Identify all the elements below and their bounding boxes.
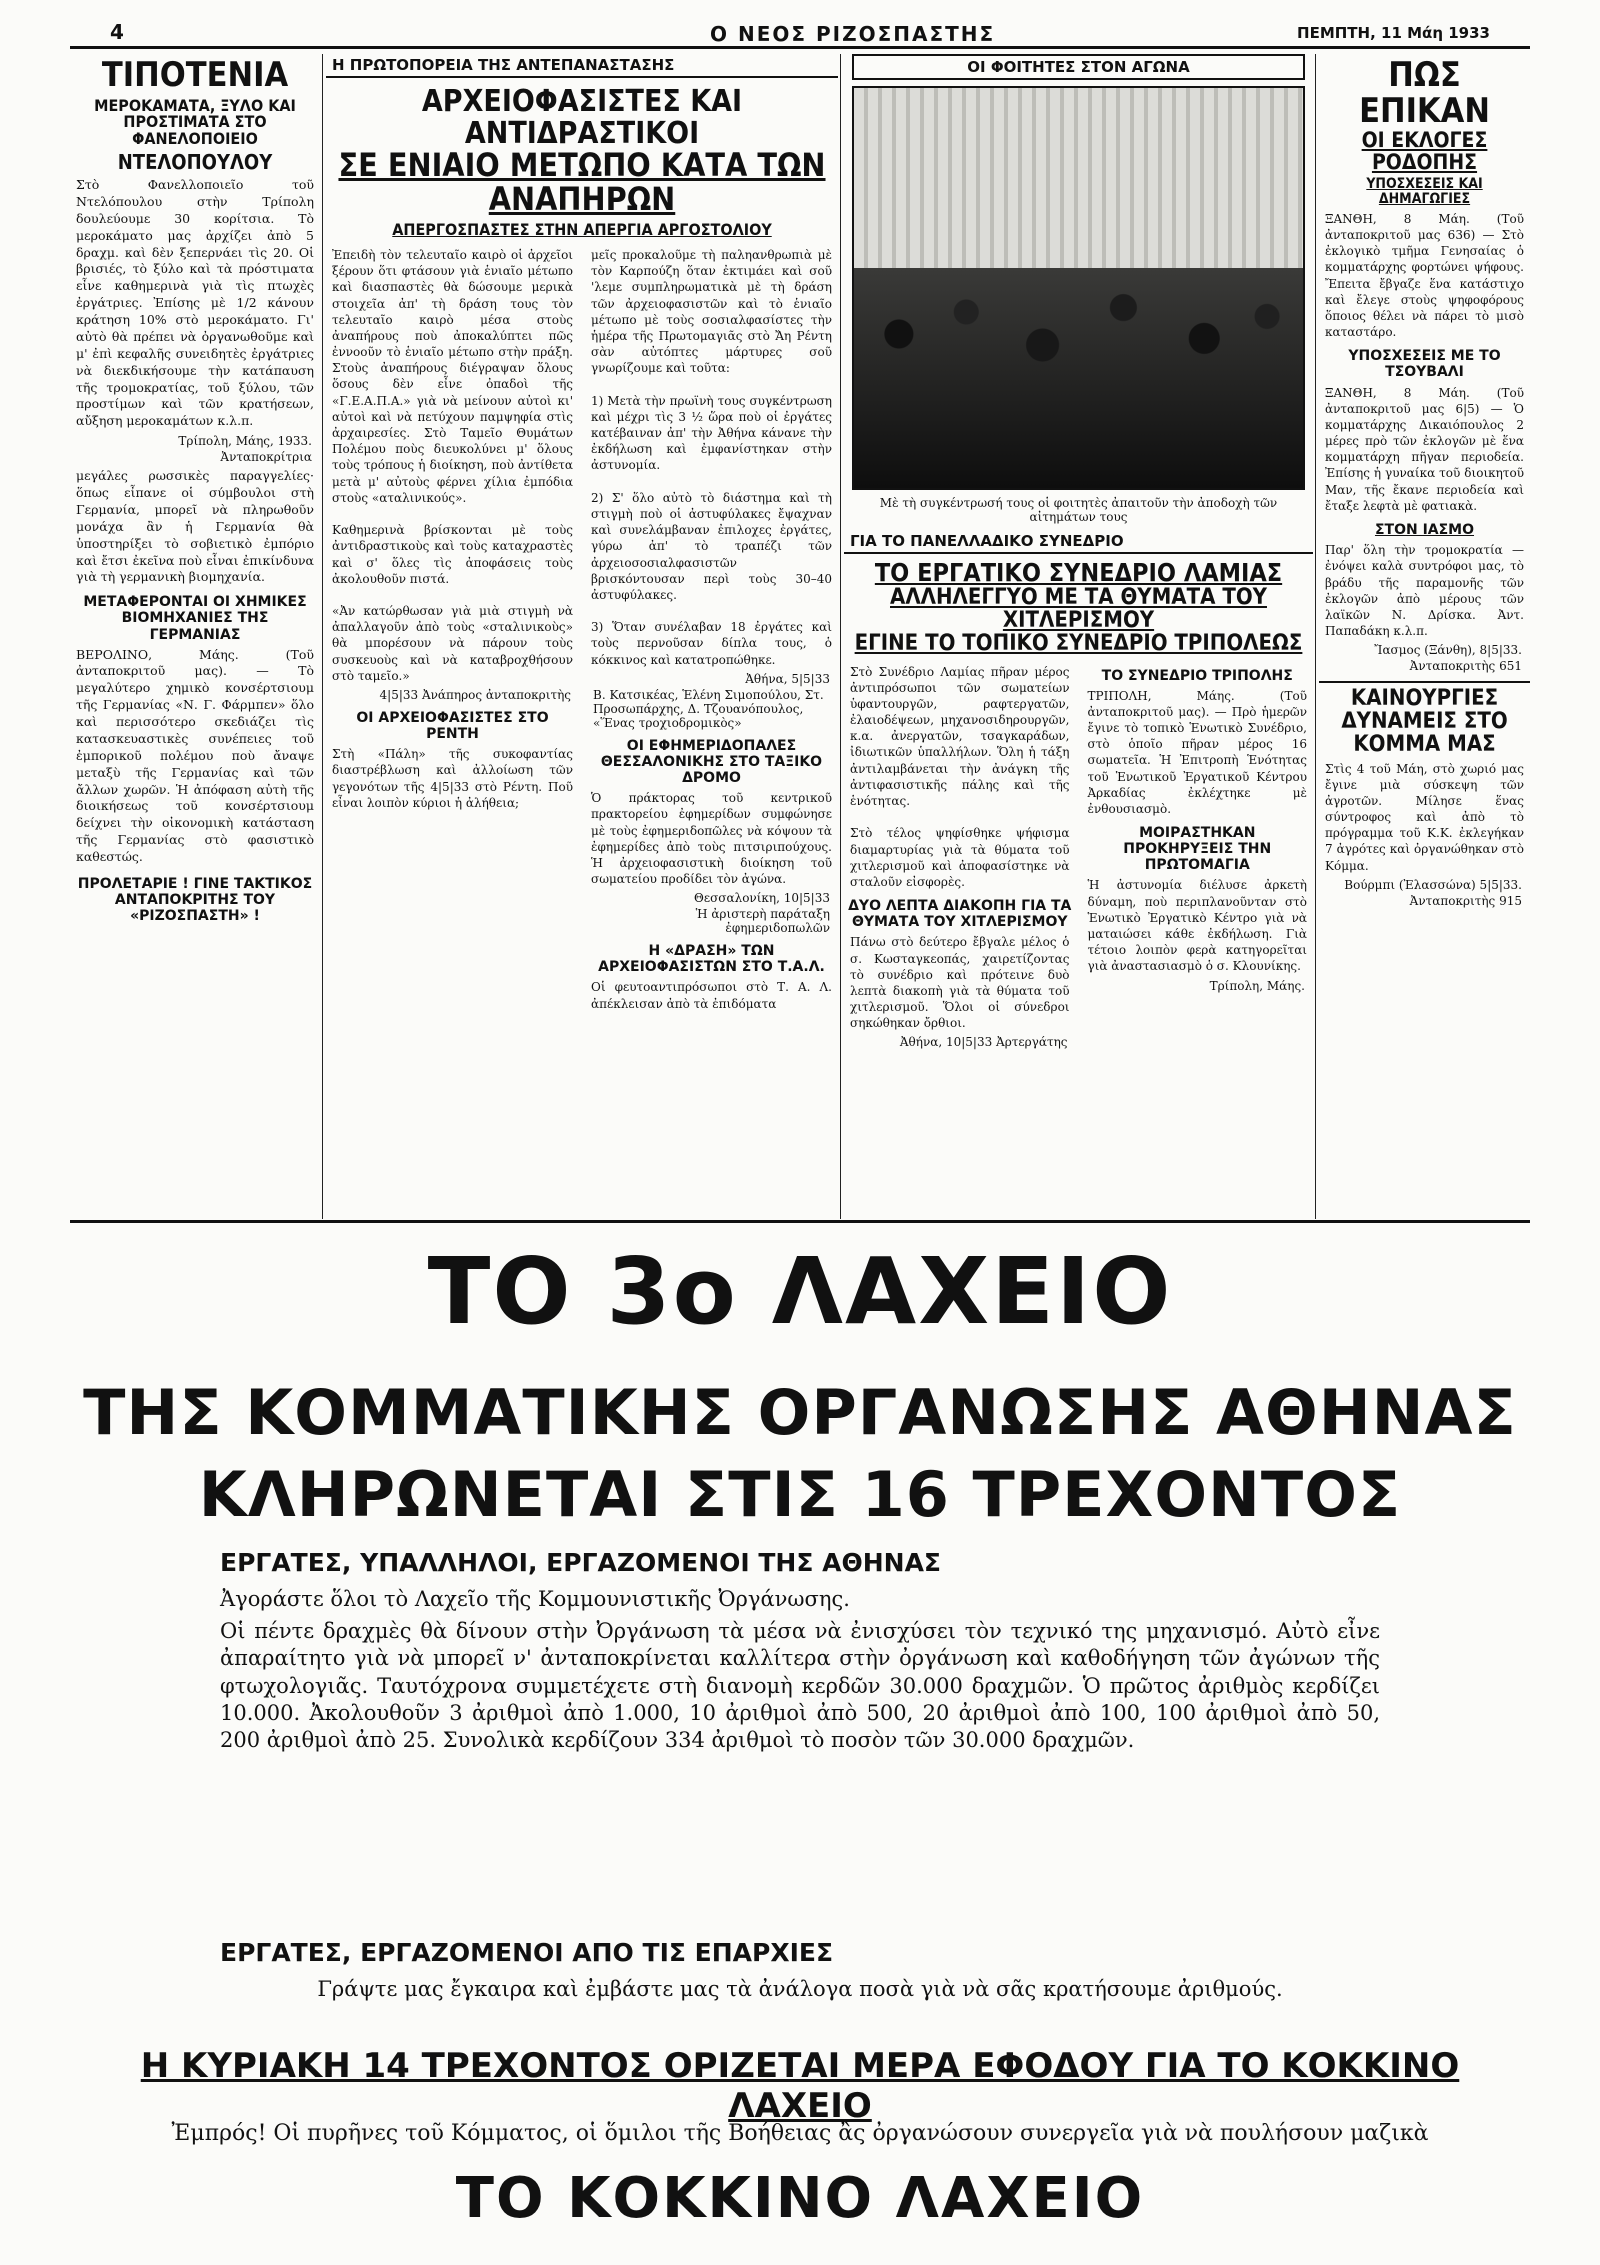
dateline: Ἀθήνα, 5|5|33 <box>745 671 830 686</box>
article-body: Στὴ «Πάλη» τῆς συκοφαντίας διαστρέβλωση καὶ ἀλλοίωση τῶν γεγονότων τῆς 4|5|33 στὸ Ρέντη. Ποῦ εἶναι λοιπὸν κύριοι ἡ ἀλήθεια; <box>332 747 577 810</box>
article-heading: ΜΕΤΑΦΕΡΟΝΤΑΙ ΟΙ ΧΗΜΙΚΕΣ ΒΙΟΜΗΧΑΝΙΕΣ ΤΗΣ ΓΕΡΜΑΝΙΑΣ <box>83 594 307 643</box>
photo-caption: Μὲ τὴ συγκέντρωσή τους οἱ φοιτητὲς ἀπαιτοῦν τὴν ἀποδοχὴ τῶν αἰτημάτων τους <box>879 496 1278 524</box>
article-body: Ἡ ἀστυνομία διέλυσε ἀρκετὴ δύναμη, ποὺ περιπλανοῦνταν στὸ Ἑνωτικὸ Ἐργατικὸ Κέντρο γιὰ νὰ ματαιώσει κάθε ἐκδήλωση. Γιὰ τέτοιο λοιπὸν φερὰ κατηγορεῖται γιὰ ἀναστασιασμὸ ὁ σ. Κλουνίκης. <box>1087 878 1311 974</box>
callout-heading: ΠΡΟΛΕΤΑΡΙΕ ! ΓΙΝΕ ΤΑΚΤΙΚΟΣ ΑΝΤΑΠΟΚΡΙΤΗΣ ΤΟΥ «ΡΙΖΟΣΠΑΣΤΗ» ! <box>77 875 313 925</box>
masthead <box>70 20 1530 49</box>
dateline: Ἴασμος (Ξάνθη), 8|5|33. <box>1374 643 1522 658</box>
headline-synedrio-lamias: ΤΟ ΕΡΓΑΤΙΚΟ ΣΥΝΕΔΡΙΟ ΛΑΜΙΑΣ <box>874 558 1283 587</box>
article-heading: ΟΙ ΕΦΗΜΕΡΙΔΟΠΑΛΕΣ ΘΕΣΣΑΛΟΝΙΚΗΣ ΣΤΟ ΤΑΞΙΚΟ ΔΡΟΜΟ <box>600 737 823 787</box>
section-kicker: ΟΙ ΦΟΙΤΗΤΕΣ ΣΤΟΝ ΑΓΩΝΑ <box>852 54 1305 80</box>
headline-synedrio-tripoleos: ΕΓΙΝΕ ΤΟ ΤΟΠΙΚΟ ΣΥΝΕΔΡΙΟ ΤΡΙΠΟΛΕΩΣ <box>854 631 1303 657</box>
headline-kainourgies-dynameis: ΚΑΙΝΟΥΡΓΙΕΣ ΔΥΝΑΜΕΙΣ ΣΤΟ ΚΟΜΜΑ ΜΑΣ <box>1319 681 1530 756</box>
lottery-advertisement <box>70 1226 1530 2236</box>
text-column <box>585 243 838 1016</box>
column-rule <box>1315 54 1316 1219</box>
ad-subtitle: ΤΗΣ ΚΟΜΜΑΤΙΚΗΣ ΟΡΓΑΝΩΣΗΣ ΑΘΗΝΑΣ <box>83 1376 1517 1449</box>
article-body: Ἐπειδὴ τὸν τελευταῖο καιρὸ οἱ ἀρχεῖοι ξέρουν ὅτι φτάσουν γιὰ ἑνιαῖο μέτωπο καὶ διασπαστὲς θὰ δώσουμε μερικὰ στοιχεῖα ἀπ' τὴ δράση τους τὸν τελευταῖο καιρὸ μέσα στοὺς ἀναπήρους ποὺ ἀποκαλύπτει πῶς ἐννοοῦν τὸ ἑνιαῖο μέτωπο στὴν πράξη. Στοὺς ἀναπήρους διέγραψαν ὅλους ὅσους δὲν εἶνε ὀπαδοὶ τῆς «Γ.Ε.Α.Π.Α.» γιὰ νὰ μείνουν αὐτοὶ κι' αὐτοὶ καὶ νὰ πετύχουν παμψηφία στὶς ἀρχαιρεσίες. Στὸ Ταμεῖο Θυμάτων Πολέμου ποὺς διευκολύνει μ' ὅλους τοὺς τρόπους ἡ διοίκηση, ποὺ ἀντίθετα μετὰ μ' αὐτοὺς φέρνει χίλια ἐμπόδια στοὺς «αταλινικούς». Καθημερινὰ βρίσκονται μὲ τοὺς ἀντιδραστικοὺς καὶ τοὺς καταχραστὲς καὶ σ' ὅλες τὶς ἀποφάσεις τοὺς ἀκολουθοῦν πιστά. «Ἀν κατώρθωσαν γιὰ μιὰ στιγμὴ νὰ ἀπαλλαγοῦν ἀπὸ τοὺς «σταλινικοὺς» θὰ μπορέσουν νὰ πάρουν τοὺς συσκευοὺς καὶ νὰ καταβροχθήσουν στὸ ταμεῖο.» <box>332 247 573 683</box>
column-right <box>1319 54 1530 1219</box>
article-heading: Η «ΔΡΑΣΗ» ΤΩΝ ΑΡΧΕΙΟΦΑΣΙΣΤΩΝ ΣΤΟ Τ.Α.Λ. <box>598 943 825 976</box>
column-left <box>70 54 320 1219</box>
text-column <box>326 243 579 1016</box>
article-body: ΒΕΡΟΛΙΝΟ, Μάης. (Τοῦ ἀνταποκριτοῦ μας). — Τὸ μεγαλύτερο χημικὸ κονσέρτσιουμ τῆς Γερμανίας «Ν. Γ. Φάρμπεν» ὅλο καὶ περισσότερο σκεδιάζει τὶς κατασκευαστικὲς συνέπειες τοῦ ἐμπορικοῦ πολέμου ποὺ ἄναψε μεταξὺ τῆς Γερμανίας καὶ τῶν ἄλλων χωρῶν. Ἡ ἀπόφαση αὐτὴ τῆς διοικήσεως τοῦ κονσέρτσιουμ δείχνει τὴν οἰκονομικὴ κατάσταση τῆς Γερμανίας στὸ φασιστικὸ καθεστώς. <box>76 646 318 865</box>
byline: Ἀνταποκρίτρια <box>220 450 312 465</box>
ad-provinces-text: Γράψτε μας ἔγκαιρα καὶ ἐμβάστε μας τὰ ἀνάλογα ποσὰ γιὰ νὰ σᾶς κρατήσουμε ἀριθμούς. <box>317 1977 1283 2001</box>
article-body: Παρ' ὅλη τὴν τρομοκρατία — ἐνόψει καλὰ συντρόφοι μας, τὸ βράδυ τῆς παραμονῆς τῶν ἐκλογῶν ἀπὸ μέρους τῶν λαϊκῶν Ν. Δρίσκα. Ἀντ. Παπαδάκη κ.λ.π. <box>1325 543 1528 639</box>
article-heading: ΣΤΟΝ ΙΑΣΜΟ <box>1374 522 1475 539</box>
section-kicker: ΓΙΑ ΤΟ ΠΑΝΕΛΛΑΔΙΚΟ ΣΥΝΕΔΡΙΟ <box>844 530 1313 554</box>
two-column-body <box>326 243 838 1016</box>
text-column <box>1082 660 1314 1052</box>
ad-provinces-heading: ΕΡΓΑΤΕΣ, ΕΡΓΑΖΟΜΕΝΟΙ ΑΠΟ ΤΙΣ ΕΠΑΡΧΙΕΣ <box>220 1938 834 1967</box>
ad-title: ΤΟ 3ο ΛΑΧΕΙΟ <box>427 1238 1173 1345</box>
text-column <box>844 660 1076 1052</box>
headline-allileggyo: ΑΛΛΗΛΕΓΓΥΟ ΜΕ ΤΑ ΘΥΜΑΤΑ ΤΟΥ ΧΙΤΛΕΡΙΣΜΟΥ <box>890 585 1267 634</box>
article-heading: ΤΟ ΣΥΝΕΔΡΙΟ ΤΡΙΠΟΛΗΣ <box>1101 667 1293 684</box>
section-divider <box>70 1220 1530 1223</box>
article-body: μεγάλες ρωσσικὲς παραγγελίες· ὅπως εἶπανε οἱ σύμβουλοι στὴ Γερμανία, μπορεῖ νὰ πληρωθοῦν μονάχα ἂν ἡ Γερμανία θὰ ὑποστηρίξει τὸ σοβιετικὸ ἐμπόριο καὶ ἔτσι ἐκεῖνα ποὺ εἶναι ἐπικίνδυνα γιὰ τὴ γερμανικὴ βιομηχανία. <box>76 468 318 585</box>
signatories: Β. Κατσικέας, Ἑλένη Σιμοπούλου, Στ. Προσωπάρχης, Δ. Τζουανόπουλος, «Ἕνας τροχιοδρομικὸς» <box>593 687 824 730</box>
ad-draw-date: ΚΛΗΡΩΝΕΤΑΙ ΣΤΙΣ 16 ΤΡΕΧΟΝΤΟΣ <box>198 1458 1402 1531</box>
ad-prize-details: Οἱ πέντε δραχμὲς θὰ δίνουν στὴν Ὀργάνωση τὰ μέσα νὰ ἐνισχύσει τὸν τεχνικό της μηχανισμό. Αὐτὸ εἶνε ἀπαραίτητο γιὰ νὰ μπορεῖ ν' ἀνταποκρίνεται καλλίτερα στὴν ὀργάνωση καὶ καθοδήγηση τῶν ἀγώνων τῆς φτωχολογιᾶς. Ταυτόχρονα συμμετέχετε στὴ διανομὴ κερδῶν 30.000 δραχμῶν. Ὁ πρῶτος ἀριθμὸς κερδίζει 10.000. Ἀκολουθοῦν 3 ἀριθμοὶ ἀπὸ 1.000, 10 ἀριθμοὶ ἀπὸ 500, 20 ἀριθμοὶ ἀπὸ 100, 100 ἀριθμοὶ ἀπὸ 50, 200 ἀριθμοὶ ἀπὸ 25. Συνολικὰ κερδίζουν 334 ἀριθμοὶ τὸ ποσὸν τῶν 30.000 δραχμῶν. <box>220 1619 1380 1753</box>
article-body: Στὸ Συνέδριο Λαμίας πῆραν μέρος ἀντιπρόσωποι τῶν σωματείων ὑφαντουργῶν, ραφτεργατῶν, ἐλαιοδέψεων, μηχανοσιδηρουργῶν, κ.α. ἀνεργατῶν, τσαγκαράδων, ἰδιωτικῶν ὑπαλλήλων. Ὅλη ἡ τάξη ἀντιλαμβάνεται τὴν ἀνάγκη τῆς ἀντιφασιστικῆς πάλης καὶ τῆς ἑνότητας. Στὸ τέλος ψηφίσθηκε ψήφισμα διαμαρτυρίας γιὰ τὰ θύματα τοῦ χιτλερισμοῦ καὶ ἀποφασίστηκε νὰ σταλοῦν εἰσφορὲς. <box>850 664 1070 889</box>
headline-tipotenia: ΤΙΠΟΤΕΝΙΑ <box>101 55 289 95</box>
students-protest-photo <box>852 86 1305 490</box>
column-rule <box>840 54 841 1219</box>
ad-call-to-buy: Ἀγοράστε ὅλοι τὸ Λαχεῖο τῆς Κομμουνιστικῆς Ὀργάνωσης. <box>220 1587 850 1611</box>
subheadline-yposxeseis: ΥΠΟΣΧΕΣΕΙΣ ΚΑΙ ΔΗΜΑΓΩΓΙΕΣ <box>1366 176 1483 208</box>
article-body: ΞΑΝΘΗ, 8 Μάη. (Τοῦ ἀνταποκριτοῦ μας 636) — Στὸ ἐκλογικὸ τμῆμα Γενησαίας ὁ κομματάρχης φορτώνει ψήφους. Ἔπειτα ἔβγαζε ἕνα κατάστιχο καὶ ἔλεγε στοὺς ψηφοφόρους ὅποιος θέλει νὰ πάρει τὸ μισὸ καταστάρο. <box>1325 211 1528 340</box>
article-heading: ΟΙ ΑΡΧΕΙΟΦΑΣΙΣΤΕΣ ΣΤΟ ΡΕΝΤΗ <box>356 710 549 743</box>
byline: Ἀθήνα, 10|5|33 Ἀρτεργάτης <box>899 1035 1068 1050</box>
headline-eniaio-metopo: ΣΕ ΕΝΙΑΙΟ ΜΕΤΩΠΟ ΚΑΤΑ ΤΩΝ ΑΝΑΠΗΡΩΝ <box>338 146 826 218</box>
subheadline-apergospastes: ΑΠΕΡΓΟΣΠΑΣΤΕΣ ΣΤΗΝ ΑΠΕΡΓΙΑ ΑΡΓΟΣΤΟΛΙΟΥ <box>392 220 772 240</box>
dateline: Τρίπολη, Μάης, 1933. <box>178 434 312 449</box>
headline-pos-epikan: ΠΩΣ ΕΠΙΚΑΝ <box>1359 55 1490 131</box>
ad-forward-text: Ἐμπρός! Οἱ πυρῆνες τοῦ Κόμματος, οἱ ὅμιλοι τῆς Βοήθειας ἂς ὀργανώσουν συνεργεῖα γιὰ νὰ πουλήσουν μαζικὰ <box>171 2121 1429 2146</box>
subheadline-merokamata: ΜΕΡΟΚΑΜΑΤΑ, ΞΥΛΟ ΚΑΙ ΠΡΟΣΤΙΜΑΤΑ ΣΤΟ ΦΑΝΕΛΟΠΟΙΕΙΟ <box>94 95 296 149</box>
article-body: Στὶς 4 τοῦ Μάη, στὸ χωριό μας ἔγινε μιὰ σύσκεψη τῶν ἀγροτῶν. Μίλησε ἕνας σύντροφος καὶ ἀπὸ τὸ πρόγραμμα τοῦ Κ.Κ. ἐκλεγήκαν 7 ἀγρότες καὶ ὀργανώθηκαν στὸ Κόμμα. <box>1325 761 1528 873</box>
headline-archeiofasistes: ΑΡΧΕΙΟΦΑΣΙΣΤΕΣ ΚΑΙ ΑΝΤΙΔΡΑΣΤΙΚΟΙ <box>421 84 743 151</box>
subheadline-ntelopoulou: ΝΤΕΛΟΠΟΥΛΟΥ <box>117 150 273 175</box>
dateline: Θεσσαλονίκη, 10|5|33 <box>694 891 830 906</box>
article-heading: ΜΟΙΡΑΣΤΗΚΑΝ ΠΡΟΚΗΡΥΞΕΙΣ ΤΗΝ ΠΡΩΤΟΜΑΓΙΑ <box>1123 825 1272 874</box>
section-kicker: Η ΠΡΩΤΟΠΟΡΕΙΑ ΤΗΣ ΑΝΤΕΠΑΝΑΣΤΑΣΗΣ <box>326 54 838 78</box>
article-heading: ΥΠΟΣΧΕΣΕΙΣ ΜΕ ΤΟ ΤΣΟΥΒΑΛΙ <box>1348 348 1501 381</box>
ad-red-lottery: ΤΟ ΚΟΚΚΙΝΟ ΛΑΧΕΙΟ <box>455 2166 1145 2231</box>
article-body: ΤΡΙΠΟΛΗ, Μάης. (Τοῦ ἀνταποκριτοῦ μας). — Πρὸ ἡμερῶν ἔγινε τὸ τοπικὸ Ἑνωτικὸ Συνέδριο, στὸ ὁποῖο πῆραν μέρος 16 σωματεῖα. Ἡ Ἐπιτροπὴ Ἑνότητας τοῦ Ἑνωτικοῦ Ἐργατικοῦ Κέντρου Ἀρκαδίας ἐκλέχτηκε μὲ ἐνθουσιασμὸ. <box>1087 688 1311 816</box>
ad-audience-heading: ΕΡΓΑΤΕΣ, ΥΠΑΛΛΗΛΟΙ, ΕΡΓΑΖΟΜΕΝΟΙ ΤΗΣ ΑΘΗΝΑΣ <box>220 1548 942 1577</box>
column-center-left <box>326 54 838 1219</box>
article-body: Πάνω στὸ δεύτερο ἔβγαλε μέλος ὁ σ. Κωσταγκεοπάς, χαιρετίζοντας τὸ συνέδριο καὶ πρότεινε δυὸ λεπτὰ διακοπὴ γιὰ τὰ θύματα τοῦ χιτλερισμοῦ. Ὅλοι οἱ σύνεδροι σηκώθηκαν ὄρθιοι. <box>850 935 1074 1031</box>
issue-date: ΠΕΜΠΤΗ, 11 Μάη 1933 <box>1297 24 1490 42</box>
crowd-shape <box>854 268 1303 488</box>
paper-name: Ο ΝΕΟΣ ΡΙΖΟΣΠΑΣΤΗΣ <box>710 22 996 46</box>
article-heading: ΔΥΟ ΛΕΠΤΑ ΔΙΑΚΟΠΗ ΓΙΑ ΤΑ ΘΥΜΑΤΑ ΤΟΥ ΧΙΤΛΕΡΙΣΜΟΥ <box>848 898 1072 931</box>
byline: Ἀνταποκριτὴς 915 <box>1409 893 1522 908</box>
column-rule <box>322 54 323 1219</box>
page-number: 4 <box>110 20 124 44</box>
article-body: Στὸ Φανελλοποιεῖο τοῦ Ντελόπουλου στὴν Τρίπολη δουλεύουμε 30 κορίτσια. Τὸ μεροκάματο μας ἀρχίζει ἀπὸ 5 δραχμ. καὶ δὲν ξεπερνάει τὶς 20. Οἱ βρισιές, τὸ ξύλο καὶ τὰ πρόστιματα εἶνε καθημερινὰ γιὰ τὶς πτωχὲς ἐργάτριες. Ἐπίσης μὲ 1/2 κάνουν κράτηση 10% στὸ μεροκάματο. Γι' αὐτὸ θὰ πρέπει νὰ ὀργανωθοῦμε καὶ μ' ἐπὶ κεφαλῆς συνειδητὲς ἐργάτριες νὰ διεκδικήσουμε τὴν κατάπαυση τῆς τρομοκρατίας, τοῦ ξύλου, τῶν προστίμων καὶ τῶν κρατήσεων, αὔξηση μεροκαμάτων κ.λ.π. <box>76 177 318 429</box>
article-body: ΞΑΝΘΗ, 8 Μάη. (Τοῦ ἀνταποκριτοῦ μας 6|5) — Ὁ κομματάρχης Δικαιόπουλος 2 μέρες πρὸ τῶν ἐκλογῶν μὲ ἕνα κομματάρχη πῆγαν περιοδεία. Ἐπίσης ἡ γυναίκα τοῦ διοικητοῦ Μαν, τῆς ἔκανε περιοδεία καὶ ἔταξε λεφτὰ μὲ φατιακὰ. <box>1325 385 1528 513</box>
article-body: μεῖς προκαλοῦμε τὴ παληανθρωπιὰ μὲ τὸν Καρπούζη ὅταν ἐκτιμάει καὶ σοῦ 'λεμε συμπληρωματικὰ μὲ τὴ δράση τῶν ἀρχειοφασιστῶν καὶ τὸ ἑνιαῖο μέτωπο μὲ τοὺς σοσιαλφασίστες τὴν ἡμέρα τῆς Πρωτομαγιᾶς στὸ Ἄη Ρέντη σὰν αὐτόπτες μάρτυρες σοῦ γνωρίζουμε καὶ τοῦτα: 1) Μετὰ τὴν πρωϊνὴ τους συγκέντρωση καὶ μέχρι τὶς 3 ½ ὥρα ποὺ οἱ ἐργάτες κατέβαιναν ἀπ' τὴν Ἀθήνα κάνανε τὴν ἐκδήλωση καὶ ἐμφανίστηκαν στὴν ἀστυνομία. 2) Σ' ὅλο αὐτὸ τὸ διάστημα καὶ τὴ στιγμὴ ποὺ οἱ ἀστυφύλακες ἔψαχναν καὶ συνελάμβαναν ἐπιλοχες ἐργάτες, γύρω ἀπ' τὸ τραπέζι τῶν ἀρχειοσοσιαλφασιστῶν βρισκόντουσαν περὶ τοὺς 30–40 ἀστυφύλακες. 3) Ὅταν συνέλαβαν 18 ἐργάτες καὶ τοὺς περνοῦσαν δίπλα τους, ὁ κόκκινος καὶ κατατροπώθηκε. <box>591 247 832 667</box>
column-center-right <box>844 54 1313 1219</box>
byline: Ἀνταποκριτὴς 651 <box>1409 659 1522 674</box>
ad-assault-day: Η ΚΥΡΙΑΚΗ 14 ΤΡΕΧΟΝΤΟΣ ΟΡΙΖΕΤΑΙ ΜΕΡΑ ΕΦΟΔΟΥ ΓΙΑ ΤΟ ΚΟΚΚΙΝΟ ΛΑΧΕΙΟ <box>140 2046 1460 2126</box>
article-body: Ὁ πράκτορας τοῦ κεντρικοῦ πρακτορείου ἐφημερίδων συμφώνησε μὲ τοὺς ἐφημεριδοπῶλες νὰ κόψουν τὰ ἐφημερίδες ἀπὸ τοὺς πιτσιριπούχους. Ἡ ἀρχειοφασιστικὴ διοίκηση τοῦ σωματείου προδίδει τὸν ἀγώνα. <box>591 791 836 887</box>
dateline: Τρίπολη, Μάης. <box>1209 978 1305 993</box>
byline: Ἡ ἀριστερὴ παράταξη ἐφημεριδοπωλῶν <box>695 907 830 936</box>
article-body: Οἱ φευτοαντιπρόσωποι στὸ Τ. Α. Λ. ἀπέκλεισαν ἀπὸ τὰ ἐπιδόματα <box>591 980 836 1011</box>
dateline: Βούρμπι (Ἐλασσώνα) 5|5|33. <box>1344 877 1522 892</box>
byline: 4|5|33 Ἀνάπηρος ἀνταποκριτὴς <box>379 688 571 703</box>
headline-ekloges-rodopis: ΟΙ ΕΚΛΟΓΕΣ ΡΟΔΟΠΗΣ <box>1361 128 1488 175</box>
two-column-body <box>844 660 1313 1052</box>
